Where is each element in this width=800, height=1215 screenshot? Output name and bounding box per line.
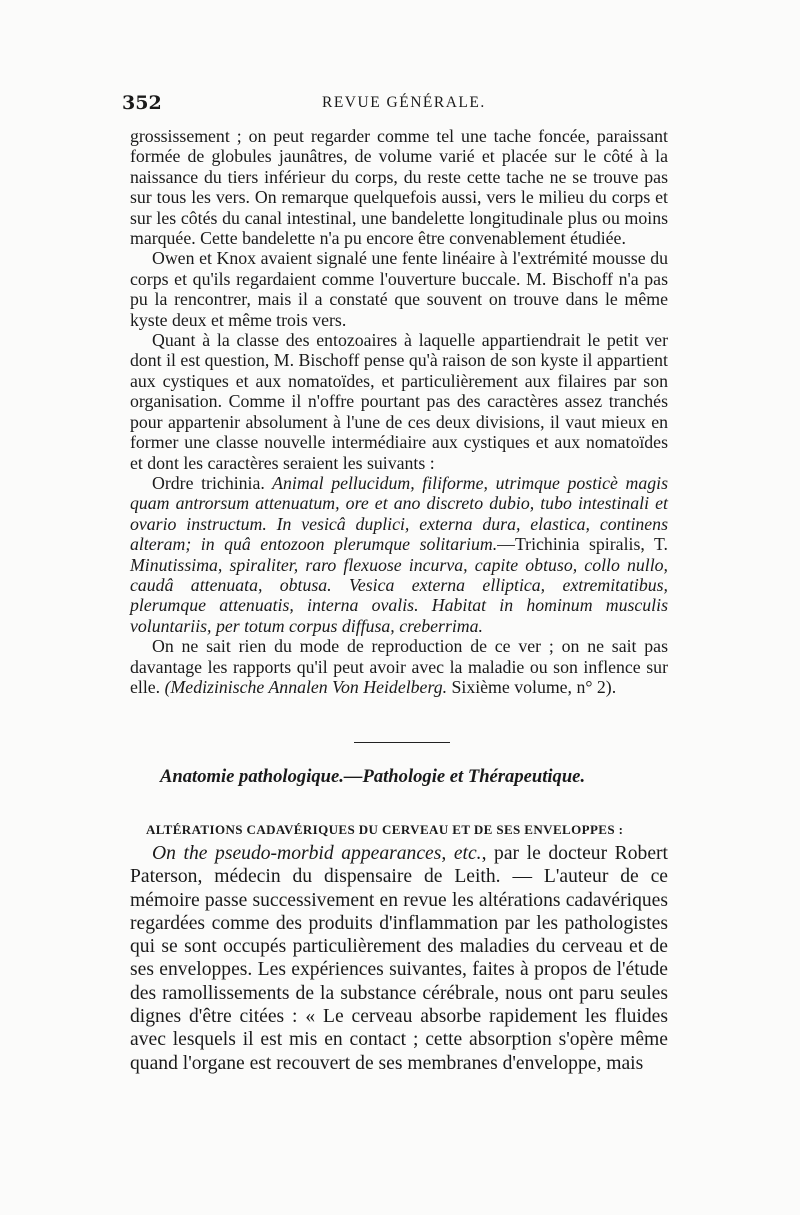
article-title: On the pseudo-morbid appearances, etc.: [152, 843, 482, 864]
page-header: [122, 92, 674, 120]
article-subhead: ALTÉRATIONS CADAVÉRIQUES DU CERVEAU ET DE SES ENVELOPPES :: [146, 822, 624, 837]
body-text-lower: [130, 842, 668, 1075]
reproduction-text: On ne sait rien du mode de reproduction de ce ver ; on ne sait pas davantage les rapports qu'il peut avoir avec la maladie ou son inflence sur elle.: [130, 636, 668, 697]
citation-journal: (Medizinische Annalen Von Heidelberg.: [164, 676, 448, 697]
latin-species: —Trichinia spiralis, T.: [497, 534, 668, 555]
body-text-upper: [130, 126, 668, 697]
citation-volume: Sixième volume, n° 2).: [451, 676, 617, 697]
section-title: Anatomie pathologique.—Pathologie et Thérapeutique.: [160, 766, 586, 787]
running-head: REVUE GÉNÉRALE.: [322, 94, 486, 111]
latin-diagnosis: Animal pellucidum, filiforme, utrimque posticè magis quam antrorsum attenuatum, ore et ano discreto dubio, tubo intestinali et ovario instructum. In vesicâ duplici, externa dura, elastica, continens alteram; in quâ entozoon plerumque solitarium.: [130, 472, 669, 555]
paragraph-owen-knox: Owen et Knox avaient signalé une fente linéaire à l'extrémité mousse du corps et qu'ils regardaient comme l'ouverture buccale. M. Bischoff n'a pas pu la rencontrer, mais il a constaté que souvent on trouve dans le même kyste deux et même trois vers.: [130, 248, 668, 330]
section-divider: [354, 742, 450, 743]
latin-species-description: Minutissima, spiraliter, raro flexuose incurva, capite obtuso, collo nullo, caudâ attenuata, obtusa. Vesica externa elliptica, extremitatibus, plerumque attenuatis, interna ovalis. Habitat in hominum musculis voluntariis, per totum corpus diffusa, creberrima.: [130, 554, 668, 636]
paragraph-continuation: grossissement ; on peut regarder comme tel une tache foncée, paraissant formée de globules jaunâtres, de volume varié et placée sur le côté à la naissance du tiers inférieur du corps, du reste cette tache ne se trouve pas sur tous les vers. On remarque quelquefois aussi, vers le milieu du corps et sur les côtés du canal intestinal, une bandelette longitudinale plus ou moins marquée. Cette bandelette n'a pu encore être convenablement étudiée.: [130, 126, 668, 249]
paragraph-latin-description: [130, 473, 668, 636]
paragraph-paterson: [130, 842, 668, 1075]
paragraph-reproduction: [130, 636, 668, 697]
paragraph-classification: Quant à la classe des entozoaires à laquelle appartiendrait le petit ver dont il est question, M. Bischoff pense qu'à raison de son kyste il appartient aux cystiques et aux nomatoïdes, et particulièrement aux filaires par son organisation. Comme il n'offre pourtant pas des caractères assez tranchés pour appartenir absolument à l'une de ces deux divisions, il vaut mieux en former une classe nouvelle intermédiaire aux cystiques et aux nomatoïdes et dont les caractères seraient les suivants :: [130, 330, 668, 473]
latin-lead: Ordre trichinia.: [152, 472, 265, 493]
article-text: , par le docteur Robert Paterson, médecin du dispensaire de Leith. — L'auteur de ce mémoire passe successivement en revue les altérations cadavériques regardées comme des produits d'inflammation par les pathologistes qui se sont occupés particulièrement des maladies du cerveau et de ses enveloppes. Les expériences suivantes, faites à propos de l'étude des ramollissements de la substance cérébrale, nous ont paru seules dignes d'être citées : « Le cerveau absorbe rapidement les fluides avec lesquels il est mis en contact ; cette absorption s'opère même quand l'organe est recouvert de ses membranes d'enveloppe, mais: [130, 843, 668, 1074]
page-number: 352: [122, 92, 162, 114]
